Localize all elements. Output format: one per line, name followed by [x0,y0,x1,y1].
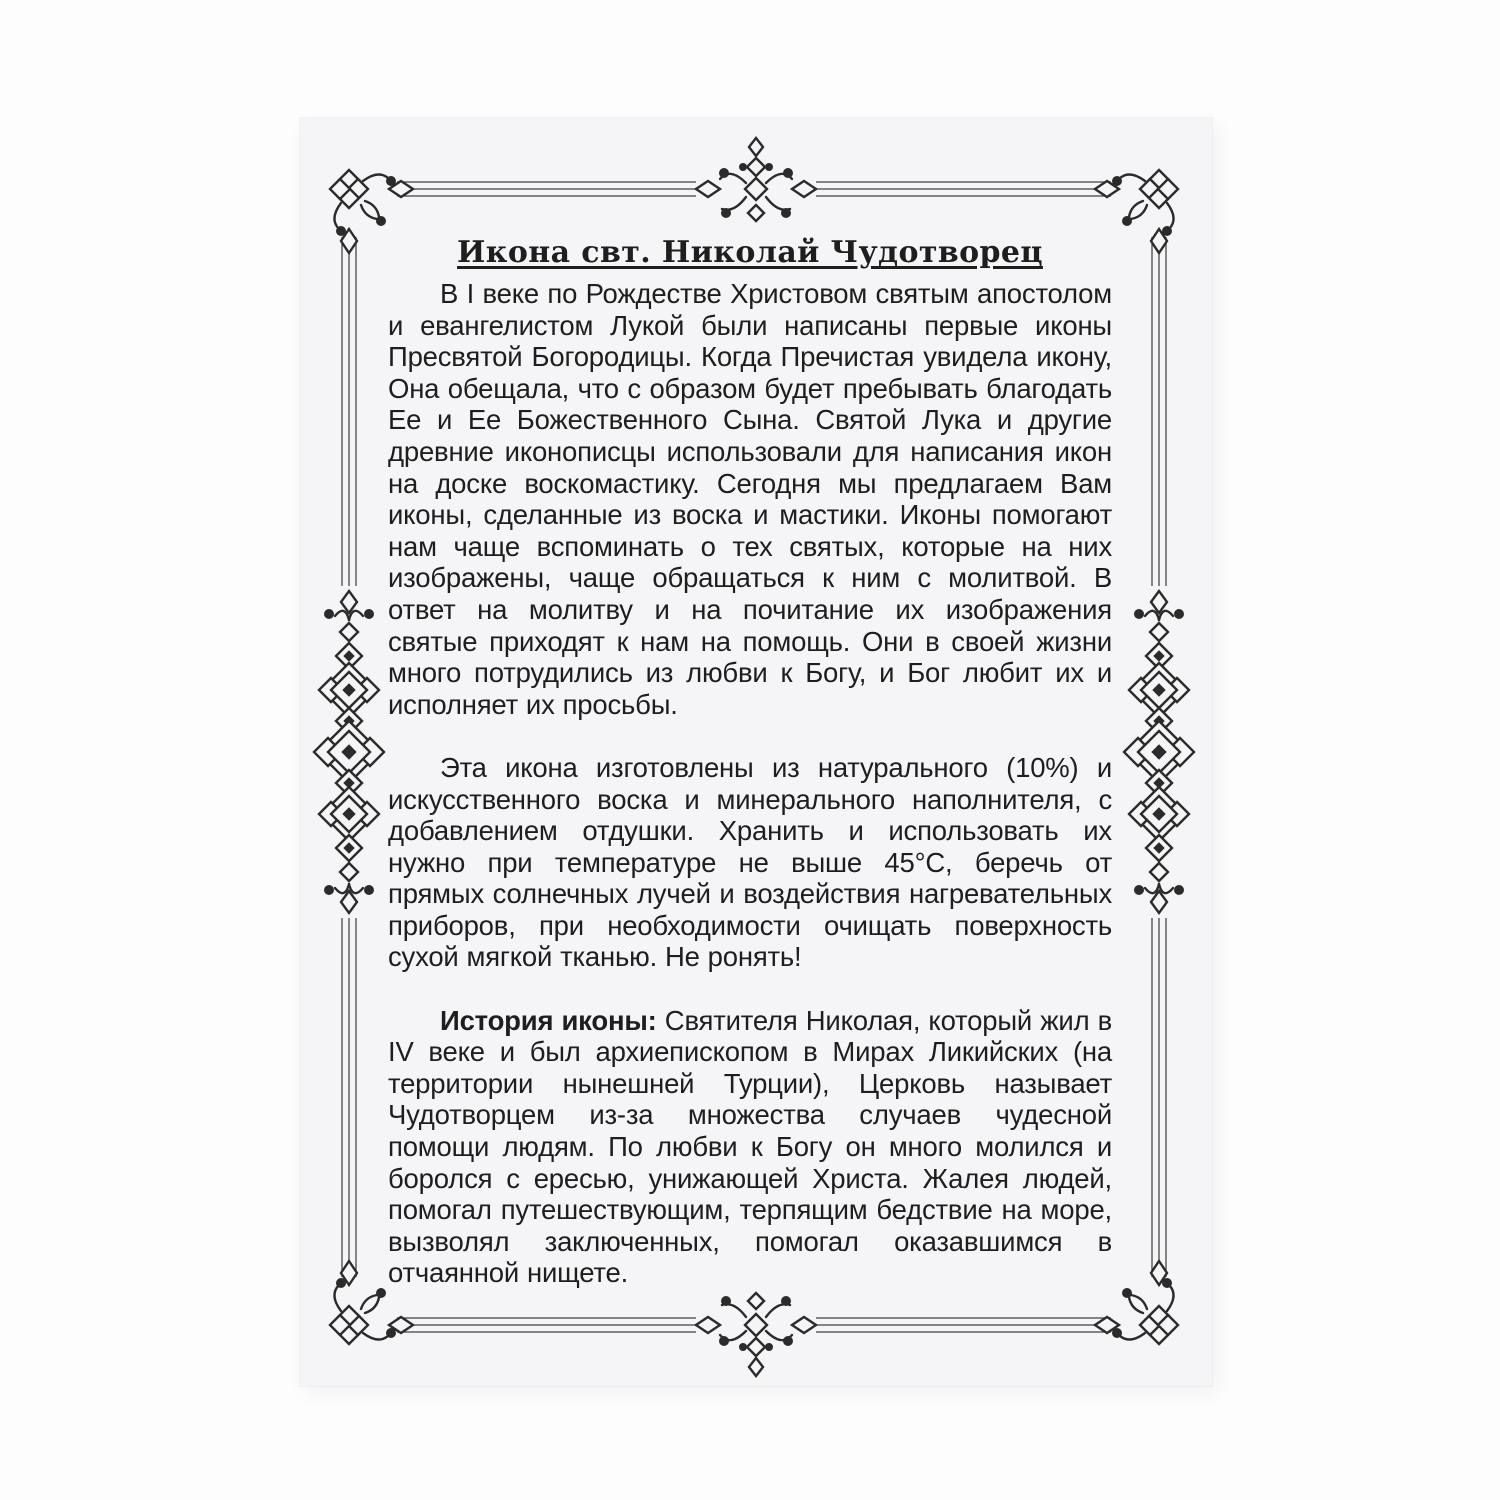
leaflet-content [388,118,1112,1289]
paragraph-icon-origins: В I веке по Рождестве Христовом святым апостолом и евангелистом Лукой были написаны первые иконы Пресвятой Богородицы. Когда Пречистая увидела икону, Она обещала, что с образом будет пребывать благодать Ее и Ее Божественного Сына. Святой Лука и другие древние иконописцы использовали для написания икон на доске воскомастику. Сегодня мы предлагаем Вам иконы, сделанные из воска и мастики. Иконы помогают нам чаще вспоминать о тех святых, которые на них изображены, чаще обращаться к ним с молитвой. В ответ на молитву и на почитание их изображения святые приходят к нам на помощь. Они в своей жизни много потрудились из любви к Богу, и Бог любит их и исполняет их просьбы. [388,278,1112,720]
paragraph-history-body: Святителя Николая, который жил в IV веке и был архиепископом в Мирах Ликийских (на территории нынешней Турции), Церковь называет Чудотворцем из-за множества случаев чудесной помощи людям. По любви к Богу он много молился и боролся с ересью, унижающей Христа. Жалея людей, помогал путешествующим, терпящим бедствие на море, вызволял заключенных, помогал оказавшимся в отчаянной нищете. [388,1004,1112,1289]
paragraph-icon-history [388,1005,1112,1289]
page-title: Икона свт. Николай Чудотворец [457,235,1043,270]
leaflet-page [300,118,1212,1386]
paragraph-history-lead: История иконы: [440,1004,657,1036]
paragraph-care-instructions: Эта икона изготовлены из натурального (10%) и искусственного воска и минерального наполнителя, с добавлением отдушки. Хранить и использовать их нужно при температуре не выше 45°С, беречь от прямых солнечных лучей и воздействия нагревательных приборов, при необходимости очищать поверхность сухой мягкой тканью. Не ронять! [388,751,1112,973]
